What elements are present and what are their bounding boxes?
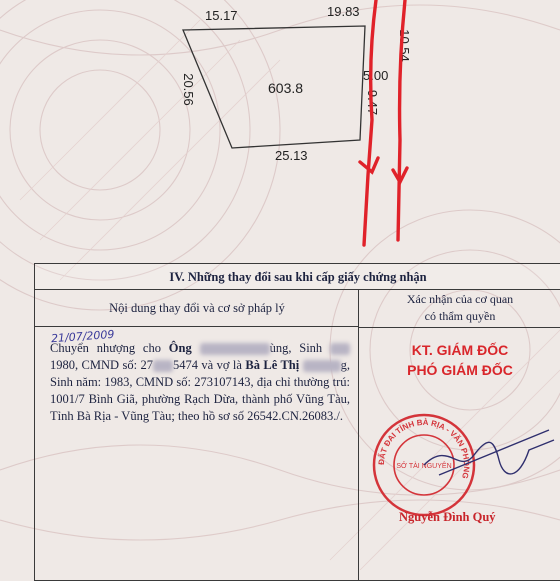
dim-right-b: 9.47 bbox=[365, 89, 381, 116]
confirm-title-1: KT. GIÁM ĐỐC bbox=[411, 342, 509, 358]
change-entry-text: Chuyển nhượng cho Ông ùng, Sinh 1980, CMND số: 27 5474 và vợ là Bà Lê Thị g, Sinh năm: 1983, CMND số: 273107143, địa chỉ thường trú: 1001/7 Bình Giã, phường Rạch Dừa, thành phố Vũng Tàu, Tỉnh Bà Rịa - Vũng Tàu; theo hồ sơ số 26542.CN.26083./. bbox=[50, 341, 351, 423]
dim-left-side: 20.56 bbox=[180, 73, 196, 106]
svg-text:SỞ TÀI NGUYÊN: SỞ TÀI NGUYÊN bbox=[396, 463, 452, 470]
section-title: IV. Những thay đổi sau khi cấp giấy chứng nhận bbox=[34, 263, 560, 290]
dim-right-c: 10.54 bbox=[396, 29, 412, 62]
plot-area: 603.8 bbox=[268, 80, 304, 96]
redacted-year bbox=[330, 343, 350, 355]
confirm-column bbox=[358, 289, 560, 581]
signer-name: Nguyễn Đình Quý bbox=[399, 510, 496, 524]
dim-bottom: 25.13 bbox=[275, 148, 308, 163]
dim-top-right: 19.83 bbox=[327, 4, 360, 19]
confirm-title-2: PHÓ GIÁM ĐỐC bbox=[407, 362, 513, 378]
changes-section bbox=[34, 263, 560, 573]
dim-top-left: 15.17 bbox=[205, 8, 238, 23]
svg-text:ĐẤT ĐAI TỈNH BÀ RỊA - VĂN PHÒN: ĐẤT ĐAI TỈNH BÀ RỊA - VĂN PHÒNG bbox=[376, 417, 472, 480]
content-column-header: Nội dung thay đổi và cơ sở pháp lý bbox=[35, 290, 359, 327]
redacted-id bbox=[153, 360, 173, 372]
red-marker-lines bbox=[0, 0, 560, 260]
dim-right-a: 5.00 bbox=[363, 68, 389, 83]
redacted-name bbox=[200, 343, 270, 355]
handwritten-date: 21/07/2009 bbox=[50, 327, 115, 346]
redacted-wife-name bbox=[303, 360, 341, 372]
signature bbox=[419, 420, 559, 490]
content-column bbox=[34, 289, 359, 581]
confirm-column-header: Xác nhận của cơ quan có thẩm quyền bbox=[359, 290, 560, 328]
